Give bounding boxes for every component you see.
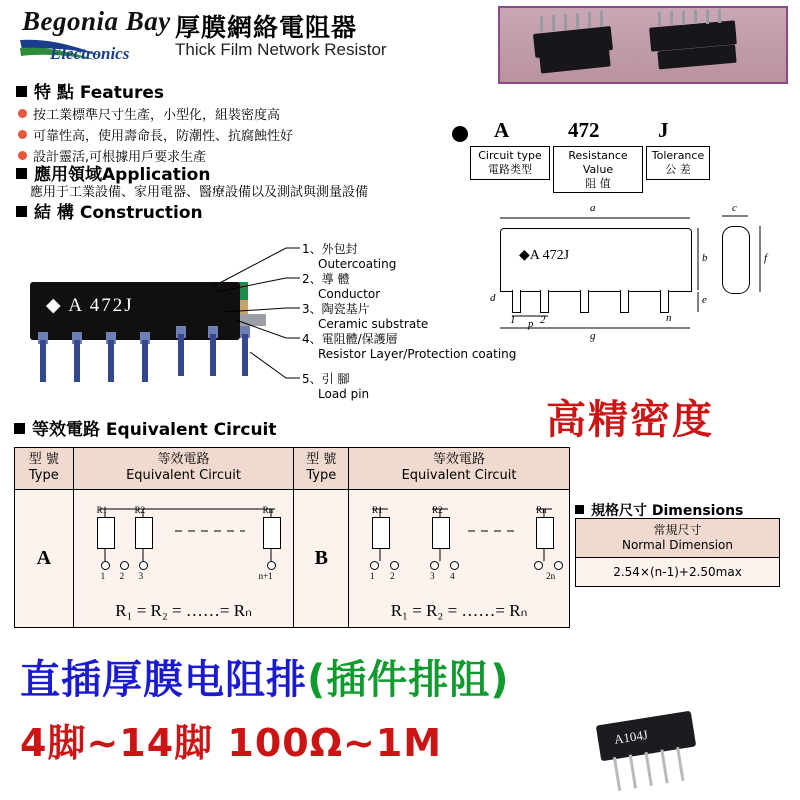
pin-label: 3 — [138, 570, 144, 581]
chip-pin — [629, 754, 637, 788]
lead-pin — [108, 340, 114, 382]
terminal-node — [430, 561, 439, 570]
package-marking-text: ◆A 472J — [519, 248, 570, 263]
feature-item: 可靠性高，使用壽命長，防潮性、抗腐蝕性好 — [18, 125, 293, 144]
brand-name: Begonia Bay — [22, 6, 171, 36]
terminal-node — [370, 561, 379, 570]
high-precision-banner: 高精密度 — [546, 397, 714, 443]
dimensions-value-cell: 2.54×(n-1)+2.50max — [576, 558, 780, 587]
label-r1: R1 — [96, 504, 108, 515]
callout-5: 5、引 腳 Load pin — [302, 372, 370, 401]
circuit-a-diagram — [73, 489, 294, 627]
features-heading: 特 點 Features — [16, 78, 164, 103]
bullet-dot-icon — [18, 130, 27, 139]
resistor-symbol — [263, 517, 281, 549]
lead-pin — [242, 334, 248, 376]
marking-box-resistance: Resistance Value 阻 值 — [553, 146, 643, 193]
bullet-dot-icon — [18, 109, 27, 118]
dimensions-table — [575, 518, 780, 587]
dim-label-p: p — [528, 318, 534, 330]
chip-pin — [613, 757, 621, 791]
header-type: 型 號 Type — [15, 448, 74, 490]
pin-label: 2 — [119, 570, 125, 581]
header-type: 型 號 Type — [294, 448, 349, 490]
bullet-square-icon — [16, 86, 27, 97]
marking-box-circuit-type: Circuit type 電路类型 — [470, 146, 550, 180]
chip-label-text: A104J — [612, 726, 649, 747]
dimensions-header-cell: 常規尺寸 Normal Dimension — [576, 519, 780, 558]
dim-label-n: n — [666, 312, 672, 324]
header-equivalent-circuit: 等效電路 Equivalent Circuit — [349, 448, 570, 490]
page-title-cn: 厚膜網絡電阻器 — [175, 13, 358, 42]
callout-2: 2、導 體 Conductor — [302, 272, 381, 301]
product-photo — [498, 6, 788, 84]
marking-code-tolerance: J — [658, 118, 669, 142]
marking-box-tolerance: Tolerance 公 差 — [646, 146, 710, 180]
lead-pin — [178, 334, 184, 376]
dim-label-d: d — [490, 292, 496, 304]
pin-label: 4 — [450, 570, 455, 581]
table-row — [576, 558, 780, 587]
lead-pin — [210, 334, 216, 376]
application-text: 應用于工業設備、家用電器、醫療設備以及測試與測量設備 — [30, 185, 369, 200]
dim-label-pin1: 1 — [510, 314, 516, 326]
equivalent-circuit-table — [14, 447, 570, 628]
dim-label-pin2: 2 — [540, 314, 546, 326]
dim-label-f: f — [764, 252, 768, 264]
dim-label-e: e — [702, 294, 707, 306]
dimensions-heading: 規格尺寸 Dimensions — [575, 500, 743, 520]
bullet-square-icon — [16, 206, 27, 217]
terminal-node — [139, 561, 148, 570]
page-title-en: Thick Film Network Resistor — [175, 40, 387, 59]
application-heading: 應用領域Application — [16, 160, 210, 185]
terminal-node — [534, 561, 543, 570]
pin-label: 2n — [546, 570, 556, 581]
pin-label: 1 — [100, 570, 106, 581]
label-rn: Rn — [536, 504, 547, 515]
formula-a: R₁ = R₂ = ……= Rₙ — [115, 600, 252, 620]
formula-b: R₁ = R₂ = ……= Rₙ — [390, 600, 528, 620]
table-row — [15, 489, 570, 627]
callout-3: 3、陶瓷基片 Ceramic substrate — [302, 302, 429, 331]
terminal-node — [120, 561, 129, 570]
body-marking-text: ◆ A 472J — [46, 295, 134, 316]
header-equivalent-circuit: 等效電路 Equivalent Circuit — [73, 448, 294, 490]
dim-label-c: c — [732, 202, 737, 214]
resistor-symbol — [97, 517, 115, 549]
feature-item: 設計靈活,可根據用戶要求生產 — [18, 146, 206, 165]
terminal-node — [390, 561, 399, 570]
lead-pin — [74, 340, 80, 382]
dimension-drawing — [470, 200, 790, 350]
pin-label: n+1 — [258, 570, 273, 581]
brand-subtitle: Electronics — [50, 44, 130, 63]
dim-label-g: g — [590, 330, 596, 342]
dim-label-a: a — [590, 202, 596, 214]
type-a-cell: A — [15, 489, 74, 627]
pin-label: 1 — [370, 570, 375, 581]
marketing-line-2: 4脚~14脚 100Ω~1M — [20, 721, 443, 765]
lead-pin — [40, 340, 46, 382]
bullet-square-icon — [575, 505, 584, 514]
label-r2: R2 — [134, 504, 146, 515]
construction-heading: 結 構 Construction — [16, 198, 203, 223]
resistor-symbol — [135, 517, 153, 549]
pin-label: 3 — [430, 570, 435, 581]
dimension-arrows — [470, 200, 790, 350]
type-b-cell: B — [294, 489, 349, 627]
chip-pin — [645, 752, 653, 786]
equivalent-circuit-heading: 等效電路 Equivalent Circuit — [14, 415, 277, 440]
table-header-row — [15, 448, 570, 490]
resistor-symbol — [432, 517, 450, 549]
bullet-square-icon — [16, 168, 27, 179]
circuit-b-diagram — [349, 489, 570, 627]
label-r2: R2 — [432, 504, 443, 515]
terminal-node — [554, 561, 563, 570]
dim-label-b: b — [702, 252, 708, 264]
callout-4: 4、電阻體/保護層 Resistor Layer/Protection coating — [302, 332, 517, 361]
marking-code-value: 472 — [568, 118, 600, 142]
bullet-square-icon — [14, 423, 25, 434]
resistor-symbol — [536, 517, 554, 549]
pin-label: 2 — [390, 570, 395, 581]
callout-1: 1、外包封 Outercoating — [302, 242, 397, 271]
terminal-node — [101, 561, 110, 570]
label-r1: R1 — [372, 504, 383, 515]
bullet-dot-icon — [18, 151, 27, 160]
chip-pin — [676, 747, 684, 781]
marking-code-circuit-type: A — [494, 118, 510, 142]
bottom-chip-photo — [596, 711, 696, 762]
terminal-node — [450, 561, 459, 570]
marketing-line-1: 直插厚膜电阻排(插件排阻) — [20, 657, 510, 703]
table-header-row — [576, 519, 780, 558]
chip-pin — [660, 749, 668, 783]
terminal-node — [267, 561, 276, 570]
marking-polarity-dot-icon — [452, 126, 468, 142]
label-rn: Rn — [262, 504, 274, 515]
lead-pin — [142, 340, 148, 382]
resistor-symbol — [372, 517, 390, 549]
feature-item: 按工業標準尺寸生產，小型化，組裝密度高 — [18, 104, 280, 123]
